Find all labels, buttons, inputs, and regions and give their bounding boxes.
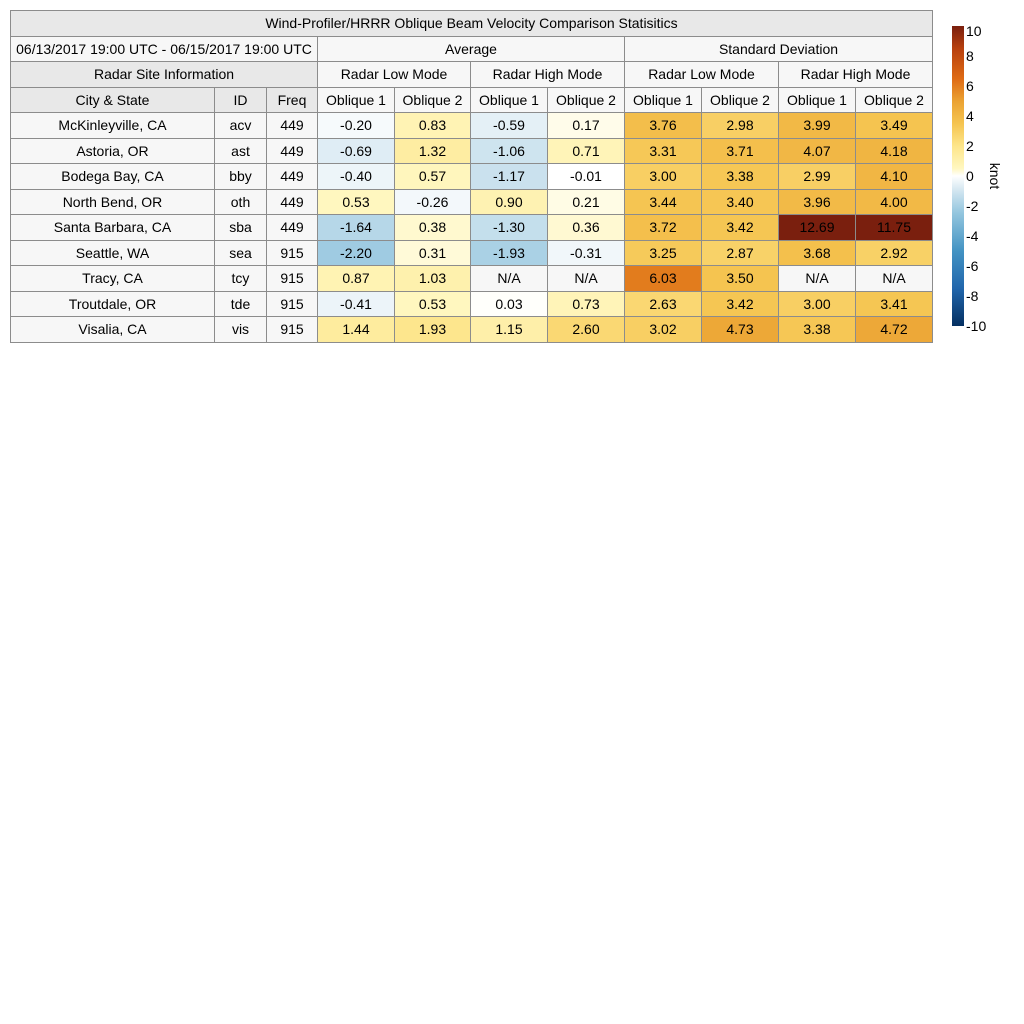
value-cell: -0.41 xyxy=(318,291,395,317)
value-cell: 0.71 xyxy=(548,138,625,164)
value-cell: 3.44 xyxy=(625,189,702,215)
site-freq: 449 xyxy=(267,189,318,215)
value-cell: 12.69 xyxy=(779,215,856,241)
id-column-header: ID xyxy=(215,87,267,113)
value-cell: 3.71 xyxy=(702,138,779,164)
site-id: vis xyxy=(215,317,267,343)
colorbar-tick-label: -10 xyxy=(966,318,987,334)
site-city: Bodega Bay, CA xyxy=(11,164,215,190)
value-cell: -0.01 xyxy=(548,164,625,190)
value-cell: 4.73 xyxy=(702,317,779,343)
period-label: 06/13/2017 19:00 UTC - 06/15/2017 19:00 UTC xyxy=(11,36,318,62)
value-cell: N/A xyxy=(779,266,856,292)
value-cell: 4.00 xyxy=(856,189,933,215)
value-cell: -2.20 xyxy=(318,240,395,266)
site-city: North Bend, OR xyxy=(11,189,215,215)
table-row xyxy=(11,215,933,241)
value-cell: 3.38 xyxy=(779,317,856,343)
colorbar-tick-label: -4 xyxy=(966,228,979,244)
table-row xyxy=(11,113,933,139)
value-cell: 3.42 xyxy=(702,215,779,241)
colorbar-gradient xyxy=(952,26,964,326)
colorbar-tick-label: 2 xyxy=(966,138,974,154)
value-cell: 3.72 xyxy=(625,215,702,241)
value-cell: 3.99 xyxy=(779,113,856,139)
table-row xyxy=(11,164,933,190)
colorbar-tick-label: 4 xyxy=(966,108,974,124)
value-cell: N/A xyxy=(471,266,548,292)
value-cell: -0.31 xyxy=(548,240,625,266)
value-cell: -1.06 xyxy=(471,138,548,164)
value-cell: -0.20 xyxy=(318,113,395,139)
value-cell: 2.92 xyxy=(856,240,933,266)
std-high-oblique2-header: Oblique 2 xyxy=(856,87,933,113)
table-row xyxy=(11,240,933,266)
std-high-oblique1-header: Oblique 1 xyxy=(779,87,856,113)
colorbar-tick-label: 6 xyxy=(966,78,974,94)
value-cell: 6.03 xyxy=(625,266,702,292)
colorbar-label: knot xyxy=(987,162,1003,190)
value-cell: 3.00 xyxy=(625,164,702,190)
std-header: Standard Deviation xyxy=(625,36,933,62)
site-freq: 449 xyxy=(267,215,318,241)
value-cell: 0.03 xyxy=(471,291,548,317)
colorbar-tick-label: 10 xyxy=(966,26,982,39)
colorbar xyxy=(952,26,1020,346)
colorbar-tick-label: -8 xyxy=(966,288,979,304)
site-city: Seattle, WA xyxy=(11,240,215,266)
site-id: sea xyxy=(215,240,267,266)
site-id: sba xyxy=(215,215,267,241)
city-column-header: City & State xyxy=(11,87,215,113)
value-cell: 0.57 xyxy=(395,164,471,190)
value-cell: 3.38 xyxy=(702,164,779,190)
site-freq: 449 xyxy=(267,138,318,164)
table-title: Wind-Profiler/HRRR Oblique Beam Velocity Comparison Statisitics xyxy=(11,11,933,37)
value-cell: 0.83 xyxy=(395,113,471,139)
avg-high-mode-header: Radar High Mode xyxy=(471,62,625,88)
site-id: ast xyxy=(215,138,267,164)
value-cell: -0.59 xyxy=(471,113,548,139)
average-header: Average xyxy=(318,36,625,62)
avg-high-oblique2-header: Oblique 2 xyxy=(548,87,625,113)
value-cell: 2.63 xyxy=(625,291,702,317)
value-cell: 3.31 xyxy=(625,138,702,164)
table-row xyxy=(11,291,933,317)
value-cell: 0.53 xyxy=(318,189,395,215)
value-cell: 4.72 xyxy=(856,317,933,343)
colorbar-tick-label: 8 xyxy=(966,48,974,64)
table-row xyxy=(11,138,933,164)
value-cell: -1.93 xyxy=(471,240,548,266)
freq-column-header: Freq xyxy=(267,87,318,113)
value-cell: 3.25 xyxy=(625,240,702,266)
site-city: Visalia, CA xyxy=(11,317,215,343)
site-freq: 915 xyxy=(267,291,318,317)
value-cell: -1.17 xyxy=(471,164,548,190)
value-cell: -0.26 xyxy=(395,189,471,215)
site-id: acv xyxy=(215,113,267,139)
value-cell: 0.53 xyxy=(395,291,471,317)
stats-table xyxy=(10,10,933,343)
std-high-mode-header: Radar High Mode xyxy=(779,62,933,88)
avg-low-mode-header: Radar Low Mode xyxy=(318,62,471,88)
site-city: Tracy, CA xyxy=(11,266,215,292)
table-row xyxy=(11,189,933,215)
value-cell: 4.07 xyxy=(779,138,856,164)
value-cell: 0.73 xyxy=(548,291,625,317)
std-low-oblique2-header: Oblique 2 xyxy=(702,87,779,113)
value-cell: 4.18 xyxy=(856,138,933,164)
site-freq: 449 xyxy=(267,113,318,139)
value-cell: 2.60 xyxy=(548,317,625,343)
avg-low-oblique2-header: Oblique 2 xyxy=(395,87,471,113)
value-cell: 3.76 xyxy=(625,113,702,139)
site-freq: 915 xyxy=(267,240,318,266)
colorbar-tick-label: -2 xyxy=(966,198,979,214)
value-cell: 3.42 xyxy=(702,291,779,317)
value-cell: 0.17 xyxy=(548,113,625,139)
std-low-mode-header: Radar Low Mode xyxy=(625,62,779,88)
value-cell: 3.50 xyxy=(702,266,779,292)
avg-low-oblique1-header: Oblique 1 xyxy=(318,87,395,113)
table-row xyxy=(11,266,933,292)
value-cell: 2.87 xyxy=(702,240,779,266)
value-cell: -1.30 xyxy=(471,215,548,241)
site-id: oth xyxy=(215,189,267,215)
value-cell: N/A xyxy=(856,266,933,292)
value-cell: -0.40 xyxy=(318,164,395,190)
value-cell: 3.96 xyxy=(779,189,856,215)
site-city: McKinleyville, CA xyxy=(11,113,215,139)
std-low-oblique1-header: Oblique 1 xyxy=(625,87,702,113)
value-cell: 0.31 xyxy=(395,240,471,266)
value-cell: N/A xyxy=(548,266,625,292)
table-row xyxy=(11,317,933,343)
site-freq: 915 xyxy=(267,266,318,292)
value-cell: -1.64 xyxy=(318,215,395,241)
site-id: tcy xyxy=(215,266,267,292)
site-city: Santa Barbara, CA xyxy=(11,215,215,241)
colorbar-tick-label: -6 xyxy=(966,258,979,274)
value-cell: 1.15 xyxy=(471,317,548,343)
value-cell: 2.98 xyxy=(702,113,779,139)
value-cell: 1.44 xyxy=(318,317,395,343)
value-cell: 3.49 xyxy=(856,113,933,139)
value-cell: 3.68 xyxy=(779,240,856,266)
value-cell: 3.40 xyxy=(702,189,779,215)
value-cell: 3.41 xyxy=(856,291,933,317)
value-cell: 2.99 xyxy=(779,164,856,190)
avg-high-oblique1-header: Oblique 1 xyxy=(471,87,548,113)
value-cell: 11.75 xyxy=(856,215,933,241)
site-freq: 915 xyxy=(267,317,318,343)
value-cell: 3.02 xyxy=(625,317,702,343)
colorbar-tick-label: 0 xyxy=(966,168,974,184)
site-id: tde xyxy=(215,291,267,317)
value-cell: 0.36 xyxy=(548,215,625,241)
value-cell: 0.21 xyxy=(548,189,625,215)
value-cell: 0.87 xyxy=(318,266,395,292)
value-cell: 1.32 xyxy=(395,138,471,164)
value-cell: 1.03 xyxy=(395,266,471,292)
value-cell: 4.10 xyxy=(856,164,933,190)
site-info-header: Radar Site Information xyxy=(11,62,318,88)
site-city: Astoria, OR xyxy=(11,138,215,164)
value-cell: -0.69 xyxy=(318,138,395,164)
site-city: Troutdale, OR xyxy=(11,291,215,317)
value-cell: 0.90 xyxy=(471,189,548,215)
value-cell: 1.93 xyxy=(395,317,471,343)
site-freq: 449 xyxy=(267,164,318,190)
value-cell: 0.38 xyxy=(395,215,471,241)
value-cell: 3.00 xyxy=(779,291,856,317)
site-id: bby xyxy=(215,164,267,190)
